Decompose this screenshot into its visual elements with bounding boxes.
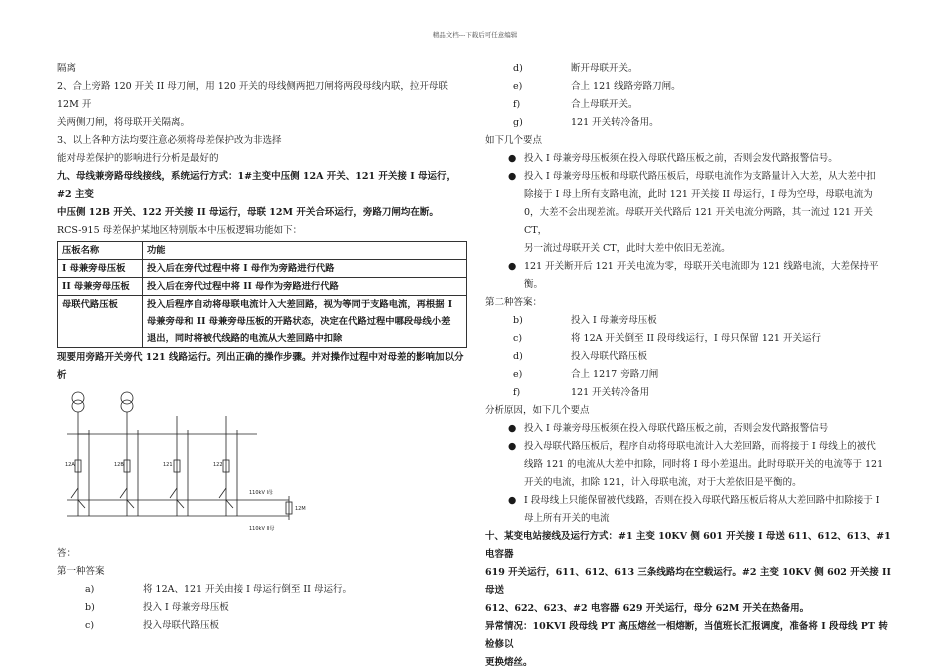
- bullet-item: ● 投入 I 母兼旁母压板须在投入母联代路压板之前，否则会发代路报警信号: [485, 420, 895, 438]
- bullet-icon: ●: [508, 495, 517, 506]
- table-cell-line: 退出，同时将被代线路的电流从大差回路中扣除: [147, 333, 343, 344]
- first-answer-heading: 第一种答案: [57, 566, 105, 577]
- section-heading-9: 九、母线兼旁路母线接线，系统运行方式：1#主变中压侧 12A 开关、121 开关接 I 母运行，#2 主变: [57, 171, 456, 200]
- bullet-item: ● 投入母联代路压板后，程序自动将母联电流计入大差回路，而将接于 I 母线上的被代 线路 121 的电流从大差中扣除，同时将 I 母小差退出。此时母联开关的电流等于 121 开关的电流，扣除 121，计入母联电流，对于大差依旧是平衡的。: [485, 438, 895, 492]
- list-item: c) 投入母联代路压板: [85, 620, 220, 631]
- question: 现要用旁路开关旁代 121 线路运行。列出正确的操作步骤。并对操作过程中对母差的影响加以分: [57, 352, 464, 363]
- table-row: [58, 296, 467, 348]
- paragraph: 3、以上各种方法均要注意必须将母差保护改为非选择: [57, 135, 282, 146]
- section-heading-10-cont: 612、622、623、#2 电容器 629 开关运行，母分 62M 开关在热备用。: [485, 603, 810, 614]
- second-answer-heading: 第二种答案：: [485, 297, 543, 308]
- abnormal-situation: 异常情况：10KVI 段母线 PT 高压熔丝一相熔断，当值班长汇报调度，准备将 I 段母线 PT 转检修以: [485, 621, 888, 650]
- bullet-icon: ●: [508, 441, 517, 452]
- abnormal-situation-cont: 更换熔丝。: [485, 657, 533, 668]
- rcs-intro: RCS-915 母差保护某地区特别版本中压板逻辑功能如下：: [57, 225, 303, 236]
- question-cont: 析: [57, 370, 67, 381]
- list-item: a) 将 12A、121 开关由接 I 母运行倒至 II 母运行。: [85, 584, 352, 595]
- answer-label: 答：: [57, 548, 77, 559]
- paragraph: 关两侧刀闸，将母联开关隔离。: [57, 117, 191, 128]
- list-item: d) 断开母联开关。: [513, 63, 638, 74]
- pressure-plate-table: [57, 241, 467, 348]
- table-header-row: [58, 242, 467, 260]
- table-header-cell: 功能: [143, 242, 467, 260]
- paragraph: 2、合上旁路 120 开关 II 母刀闸，用 120 开关的母线侧两把刀闸将两段母线内联，拉开母联 12M 开: [57, 81, 448, 110]
- list-item: b) 投入 I 母兼旁母压板: [85, 602, 229, 613]
- bullet-item: ● 121 开关断开后 121 开关电流为零，母联开关电流即为 121 线路电流，大差保持平衡。: [485, 258, 895, 294]
- table-row: [58, 260, 467, 278]
- table-row: [58, 278, 467, 296]
- reason-heading: 分析原因，如下几个要点: [485, 405, 590, 416]
- list-item: c) 将 12A 开关倒至 II 段母线运行，I 母只保留 121 开关运行: [513, 333, 821, 344]
- bullet-item: ● I 段母线上只能保留被代线路，否则在投入母联代路压板后将从大差回路中扣除接于 I 母上所有开关的电流: [485, 492, 895, 528]
- label-121: 121: [163, 462, 173, 468]
- list-item: g) 121 开关转冷备用。: [513, 117, 659, 128]
- label-12b: 12B: [114, 462, 124, 468]
- bullet-item: ● 投入 I 母兼旁母压板和母联代路压板后，母联电流作为支路量计入大差，从大差中扣 除接于 I 母上所有支路电流，此时 121 开关接 II 母运行，I 母为空母，母联电流为 0，大差不会出现差流。母联开关代路后 121 开关电流分两路，其一流过 121 开关 CT， 另一流过母联开关 CT，此时大差中依旧无差流。: [485, 168, 895, 258]
- table-cell: II 母兼旁母压板: [58, 278, 143, 296]
- bullet-icon: ●: [508, 171, 517, 182]
- label-12a: 12A: [65, 462, 75, 468]
- list-item: b) 投入 I 母兼旁母压板: [513, 315, 657, 326]
- label-bus-2: 110kV II母: [249, 526, 275, 532]
- bullet-icon: ●: [508, 153, 517, 164]
- table-cell-line: 投入后程序自动将母联电流计入大差回路，视为等同于支路电流，再根据 I: [147, 299, 453, 310]
- paragraph: 能对母差保护的影响进行分析是最好的: [57, 153, 219, 164]
- list-item: d) 投入母联代路压板: [513, 351, 648, 362]
- table-cell: [143, 296, 467, 348]
- bus-wiring-diagram: [57, 388, 337, 538]
- left-column: [57, 60, 470, 635]
- label-12m: 12M: [295, 506, 306, 512]
- table-cell-line: 母兼旁母和 II 母兼旁母压板的开路状态，决定在代路过程中哪段母线小差: [147, 316, 451, 327]
- list-item: e) 合上 1217 旁路刀闸: [513, 369, 659, 380]
- list-item: f) 121 开关转冷备用: [513, 387, 650, 398]
- bullet-icon: ●: [508, 261, 517, 272]
- table-cell: 投入后在旁代过程中将 II 母作为旁路进行代路: [143, 278, 467, 296]
- bullet-icon: ●: [508, 423, 517, 434]
- paragraph: 隔离: [57, 63, 77, 74]
- section-heading-10: 十、某变电站接线及运行方式：#1 主变 10KV 侧 601 开关接 I 母送 611、612、613、#1 电容器: [485, 531, 891, 560]
- bullet-item: ● 投入 I 母兼旁母压板须在投入母联代路压板之前，否则会发代路报警信号。: [485, 150, 895, 168]
- label-bus-1: 110kV I母: [249, 490, 273, 496]
- table-cell: 母联代路压板: [58, 296, 143, 348]
- table-cell: I 母兼旁母压板: [58, 260, 143, 278]
- table-header-cell: 压板名称: [58, 242, 143, 260]
- page-header: 精品文档---下载后可任意编辑: [432, 31, 518, 39]
- list-item: f) 合上母联开关。: [513, 99, 638, 110]
- label-122: 122: [213, 462, 223, 468]
- points-heading: 如下几个要点: [485, 135, 543, 146]
- right-column: [485, 60, 895, 672]
- table-cell: 投入后在旁代过程中将 I 母作为旁路进行代路: [143, 260, 467, 278]
- section-heading-9-cont: 中压侧 12B 开关、122 开关接 II 母运行，母联 12M 开关合环运行，旁路刀闸均在断。: [57, 207, 439, 218]
- section-heading-10-cont: 619 开关运行，611、612、613 三条线路均在空载运行。#2 主变 10KV 侧 602 开关接 II 母送: [485, 567, 891, 596]
- list-item: e) 合上 121 线路旁路刀闸。: [513, 81, 681, 92]
